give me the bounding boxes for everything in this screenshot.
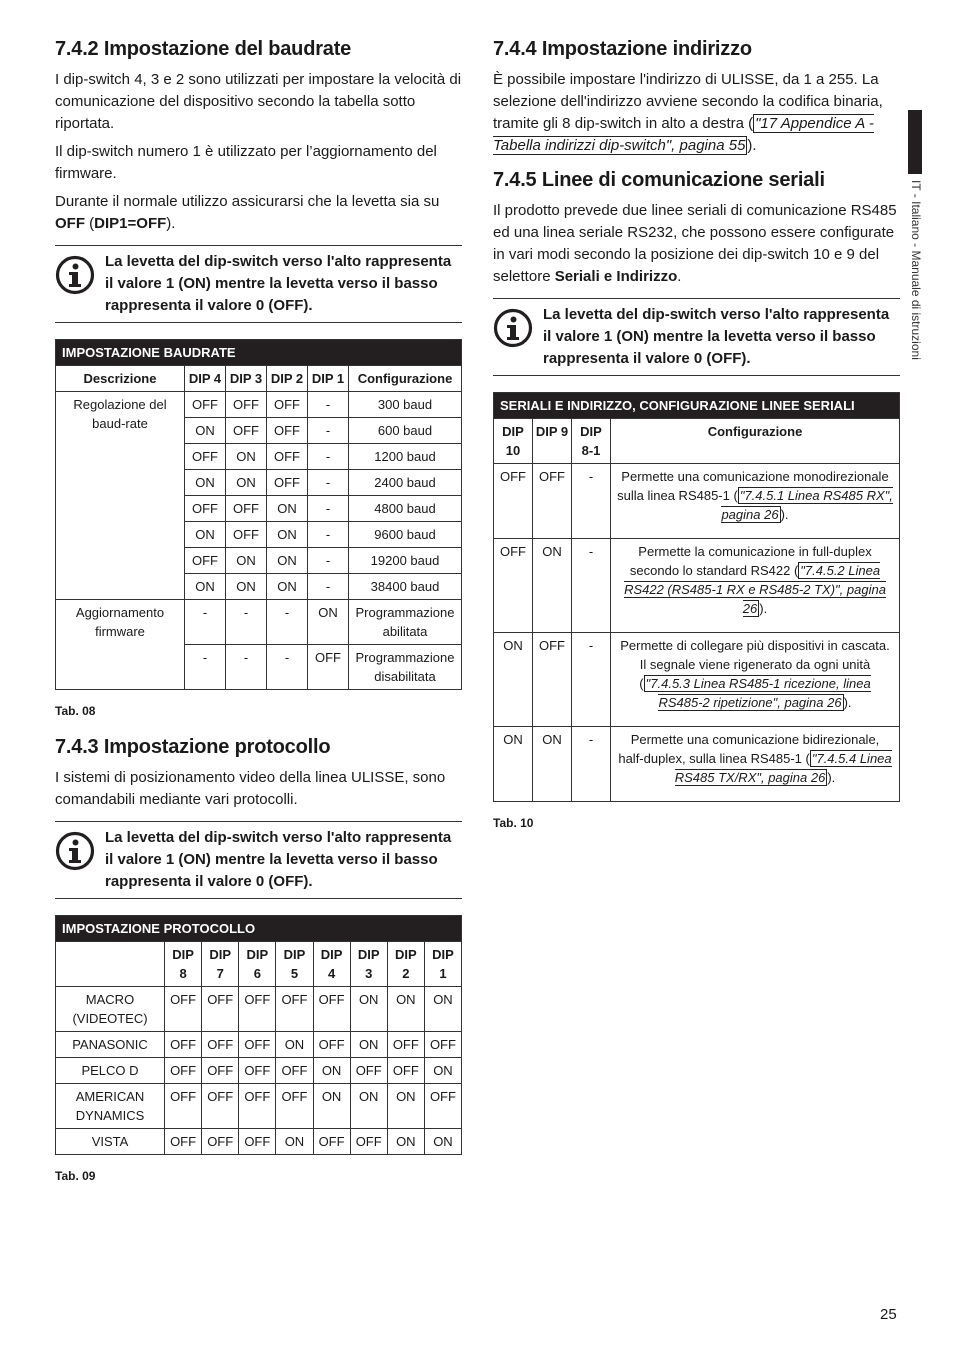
table-cell: AMERICAN DYNAMICS	[56, 1084, 165, 1129]
info-icon	[55, 255, 95, 295]
cross-reference-link[interactable]: "7.4.5.4 Linea RS485 TX/RX", pagina 26	[674, 751, 892, 785]
table-cell: PELCO D	[56, 1058, 165, 1084]
table-cell: OFF	[226, 522, 267, 548]
column-header: DIP 3	[226, 366, 267, 392]
info-icon	[493, 308, 533, 348]
table-cell: ON	[494, 727, 533, 802]
table-cell: OFF	[494, 539, 533, 633]
configuration-cell: Permette di collegare più dispositivi in cascata. Il segnale viene rigenerato da ogni unità ( "7.4.5.3 Linea RS485-1 ricezione, linea RS485-2 ripetizione", pagina 26 ).	[611, 633, 900, 727]
table-body	[56, 600, 462, 690]
table-cell: Aggiornamento firmware	[56, 600, 185, 690]
table-row	[56, 1032, 462, 1058]
table-cell: ON	[226, 444, 267, 470]
table-cell: OFF	[267, 444, 308, 470]
section-title-743: 7.4.3 Impostazione protocollo	[55, 736, 331, 758]
column-header: DIP 8-1	[572, 419, 611, 464]
table-cell: OFF	[202, 1129, 239, 1155]
table-cell: -	[308, 392, 349, 418]
paragraph: I sistemi di posizionamento video della linea ULISSE, sono comandabili mediante vari protocolli.	[55, 769, 446, 808]
table-header-row	[56, 942, 462, 987]
column-header	[56, 942, 165, 987]
table-cell: 1200 baud	[349, 444, 462, 470]
section-title-744: 7.4.4 Impostazione indirizzo	[493, 38, 752, 60]
table-cell: OFF	[276, 1058, 313, 1084]
table-row	[56, 1058, 462, 1084]
table-cell: OFF	[239, 987, 276, 1032]
table-cell: ON	[276, 1032, 313, 1058]
table-cell: OFF	[226, 418, 267, 444]
table-cell: OFF	[313, 987, 350, 1032]
table-cell: ON	[226, 574, 267, 600]
table-title: IMPOSTAZIONE BAUDRATE	[56, 340, 462, 366]
sidebar-tab-marker	[908, 110, 922, 174]
table-cell: ON	[387, 1084, 424, 1129]
table-cell: OFF	[185, 392, 226, 418]
info-note-text: La levetta del dip-switch verso l'alto rappresenta il valore 1 (ON) mentre la levetta verso il basso rappresenta il valore 0 (OFF).	[105, 253, 452, 314]
paragraph: Durante il normale utilizzo assicurarsi che la levetta sia su OFF (DIP1=OFF).	[55, 193, 440, 232]
table-cell: OFF	[165, 1032, 202, 1058]
column-header: DIP 5	[276, 942, 313, 987]
cross-reference-link[interactable]: "7.4.5.1 Linea RS485 RX", pagina 26	[721, 488, 893, 522]
configuration-cell: Permette la comunicazione in full-duplex secondo lo standard RS422 ( "7.4.5.2 Linea RS422 (RS485-1 RX e RS485-2 TX)", pagina 26 ).	[611, 539, 900, 633]
column-header: DIP 10	[494, 419, 533, 464]
table-cell: 19200 baud	[349, 548, 462, 574]
info-note	[493, 298, 900, 376]
configuration-cell: Permette una comunicazione bidirezionale, half-duplex, sulla linea RS485-1 ( "7.4.5.4 Linea RS485 TX/RX", pagina 26 ).	[611, 727, 900, 802]
table-cell: ON	[350, 987, 387, 1032]
column-header: DIP 8	[165, 942, 202, 987]
table-cell: ON	[267, 548, 308, 574]
table-cell: OFF	[165, 1058, 202, 1084]
table-cell: -	[308, 574, 349, 600]
column-header: Configurazione	[611, 419, 900, 464]
table-cell: 2400 baud	[349, 470, 462, 496]
table-cell: OFF	[267, 418, 308, 444]
column-header: DIP 1	[424, 942, 461, 987]
info-note	[55, 821, 462, 899]
right-column	[493, 38, 900, 848]
table-cell: ON	[350, 1032, 387, 1058]
table-cell: ON	[313, 1084, 350, 1129]
table-cell: VISTA	[56, 1129, 165, 1155]
info-note-text: La levetta del dip-switch verso l'alto rappresenta il valore 1 (ON) mentre la levetta verso il basso rappresenta il valore 0 (OFF).	[543, 306, 890, 367]
table-cell: -	[308, 470, 349, 496]
table-cell: OFF	[387, 1032, 424, 1058]
table-cell: ON	[424, 1058, 461, 1084]
table-title: IMPOSTAZIONE PROTOCOLLO	[56, 916, 462, 942]
table-cell: ON	[185, 470, 226, 496]
table-row	[56, 1084, 462, 1129]
table-cell: -	[308, 548, 349, 574]
table-cell: ON	[424, 987, 461, 1032]
table-cell: ON	[350, 1084, 387, 1129]
info-note	[55, 245, 462, 323]
table-cell: Programmazione disabilitata	[349, 645, 462, 690]
column-header: DIP 2	[267, 366, 308, 392]
table-cell: OFF	[267, 392, 308, 418]
table-cell: -	[308, 418, 349, 444]
table-cell: ON	[313, 1058, 350, 1084]
table-cell: ON	[185, 574, 226, 600]
sidebar-language-label: IT - Italiano - Manuale di istruzioni	[909, 180, 923, 360]
table-body	[494, 464, 900, 802]
table-cell: OFF	[226, 496, 267, 522]
table-cell: OFF	[239, 1032, 276, 1058]
table-cell: ON	[185, 418, 226, 444]
table-cell: 9600 baud	[349, 522, 462, 548]
table-cell: OFF	[350, 1058, 387, 1084]
table-cell: PANASONIC	[56, 1032, 165, 1058]
column-header: DIP 1	[308, 366, 349, 392]
table-cell: ON	[226, 470, 267, 496]
table-cell: -	[226, 600, 267, 645]
table-cell: ON	[533, 727, 572, 802]
table-header-row	[494, 419, 900, 464]
table-cell: -	[308, 444, 349, 470]
table-cell: 600 baud	[349, 418, 462, 444]
table-cell: OFF	[494, 464, 533, 539]
table-cell: OFF	[239, 1129, 276, 1155]
table-cell: OFF	[165, 1129, 202, 1155]
table-cell: -	[185, 600, 226, 645]
table-row	[494, 539, 900, 633]
table-cell: -	[572, 633, 611, 727]
column-header: DIP 6	[239, 942, 276, 987]
table-cell: ON	[387, 1129, 424, 1155]
cross-reference-link[interactable]: "7.4.5.3 Linea RS485-1 ricezione, linea RS485-2 ripetizione", pagina 26	[645, 676, 871, 710]
table-cell: OFF	[313, 1129, 350, 1155]
table-cell: ON	[387, 987, 424, 1032]
table-cell: OFF	[533, 633, 572, 727]
table-cell: OFF	[533, 464, 572, 539]
table-cell: OFF	[239, 1084, 276, 1129]
table-cell: -	[308, 522, 349, 548]
table-cell: OFF	[202, 987, 239, 1032]
table-cell: OFF	[313, 1032, 350, 1058]
table-cell: OFF	[276, 987, 313, 1032]
left-column	[55, 38, 462, 1201]
table-cell: OFF	[202, 1084, 239, 1129]
table-cell: OFF	[350, 1129, 387, 1155]
paragraph: Il dip-switch numero 1 è utilizzato per l’aggiornamento del firmware.	[55, 143, 437, 182]
table-cell: OFF	[424, 1084, 461, 1129]
table-cell: OFF	[185, 548, 226, 574]
table-cell: ON	[494, 633, 533, 727]
paragraph: I dip-switch 4, 3 e 2 sono utilizzati per impostare la velocità di comunicazione del dispositivo secondo la tabella sotto riportata.	[55, 71, 462, 132]
table-cell: OFF	[424, 1032, 461, 1058]
table-cell: 4800 baud	[349, 496, 462, 522]
column-header: DIP 4	[185, 366, 226, 392]
column-header: DIP 7	[202, 942, 239, 987]
info-note-text: La levetta del dip-switch verso l'alto rappresenta il valore 1 (ON) mentre la levetta verso il basso rappresenta il valore 0 (OFF).	[105, 829, 452, 890]
table-cell: -	[267, 645, 308, 690]
table-cell: OFF	[165, 987, 202, 1032]
table-row	[56, 987, 462, 1032]
table-cell: ON	[267, 522, 308, 548]
column-header: DIP 3	[350, 942, 387, 987]
protocol-table	[55, 915, 462, 1155]
table-cell: ON	[267, 496, 308, 522]
table-row	[494, 727, 900, 802]
column-header: DIP 4	[313, 942, 350, 987]
paragraph: È possibile impostare l'indirizzo di ULISSE, da 1 a 255. La selezione dell'indirizzo avviene secondo la codifica binaria, tramite gli 8 dip-switch in alto a destra ( "17 Appendice A - Tabella indirizzi dip-switch", pagina 55 ).	[493, 71, 883, 154]
table-title: SERIALI E INDIRIZZO, CONFIGURAZIONE LINEE SERIALI	[494, 393, 900, 419]
table-row	[494, 464, 900, 539]
column-header: Descrizione	[56, 366, 185, 392]
table-cell: -	[267, 600, 308, 645]
table-cell: OFF	[239, 1058, 276, 1084]
table-row	[56, 600, 462, 645]
table-cell: OFF	[202, 1058, 239, 1084]
table-cell: 38400 baud	[349, 574, 462, 600]
table-cell: ON	[533, 539, 572, 633]
serial-lines-table	[493, 392, 900, 802]
table-cell: OFF	[226, 392, 267, 418]
table-row	[56, 1129, 462, 1155]
paragraph: Il prodotto prevede due linee seriali di comunicazione RS485 ed una linea seriale RS232, che possono essere configurate in vari modi secondo la posizione dei dip-switch 10 e 9 del selettore Seriali e Indirizzo.	[493, 202, 897, 285]
table-caption: Tab. 08	[55, 704, 96, 718]
table-body	[56, 942, 462, 1155]
table-caption: Tab. 09	[55, 1169, 96, 1183]
table-cell: OFF	[202, 1032, 239, 1058]
page-number: 25	[880, 1306, 897, 1323]
baudrate-table	[55, 339, 462, 690]
cross-reference-link[interactable]: "7.4.5.2 Linea RS422 (RS485-1 RX e RS485-2 TX)", pagina 26	[624, 563, 886, 616]
section-title-742: 7.4.2 Impostazione del baudrate	[55, 38, 352, 60]
table-cell: OFF	[165, 1084, 202, 1129]
table-cell: ON	[267, 574, 308, 600]
column-header: DIP 9	[533, 419, 572, 464]
table-cell: OFF	[308, 645, 349, 690]
table-cell: -	[226, 645, 267, 690]
info-icon	[55, 831, 95, 871]
table-cell: -	[308, 496, 349, 522]
table-cell: OFF	[267, 470, 308, 496]
section-title-745: 7.4.5 Linee di comunicazione seriali	[493, 169, 825, 191]
table-header-row	[56, 366, 462, 392]
table-cell: MACRO (VIDEOTEC)	[56, 987, 165, 1032]
table-cell: ON	[185, 522, 226, 548]
table-body	[56, 392, 462, 600]
table-cell: OFF	[185, 496, 226, 522]
table-cell: ON	[276, 1129, 313, 1155]
table-cell: ON	[424, 1129, 461, 1155]
column-header: DIP 2	[387, 942, 424, 987]
table-cell: OFF	[276, 1084, 313, 1129]
table-cell: -	[572, 539, 611, 633]
table-cell: -	[572, 727, 611, 802]
table-row	[56, 392, 462, 418]
table-cell: Programmazione abilitata	[349, 600, 462, 645]
table-cell: ON	[308, 600, 349, 645]
configuration-cell: Permette una comunicazione monodirezionale sulla linea RS485-1 ( "7.4.5.1 Linea RS485 RX", pagina 26 ).	[611, 464, 900, 539]
column-header: Configurazione	[349, 366, 462, 392]
table-cell: OFF	[185, 444, 226, 470]
table-cell: 300 baud	[349, 392, 462, 418]
cross-reference-link[interactable]: "17 Appendice A - Tabella indirizzi dip-switch", pagina 55	[493, 115, 874, 154]
table-row	[494, 633, 900, 727]
table-cell: Regolazione del baud-rate	[56, 392, 185, 600]
table-cell: OFF	[387, 1058, 424, 1084]
table-cell: -	[185, 645, 226, 690]
table-caption: Tab. 10	[493, 816, 534, 830]
table-cell: ON	[226, 548, 267, 574]
table-cell: -	[572, 464, 611, 539]
